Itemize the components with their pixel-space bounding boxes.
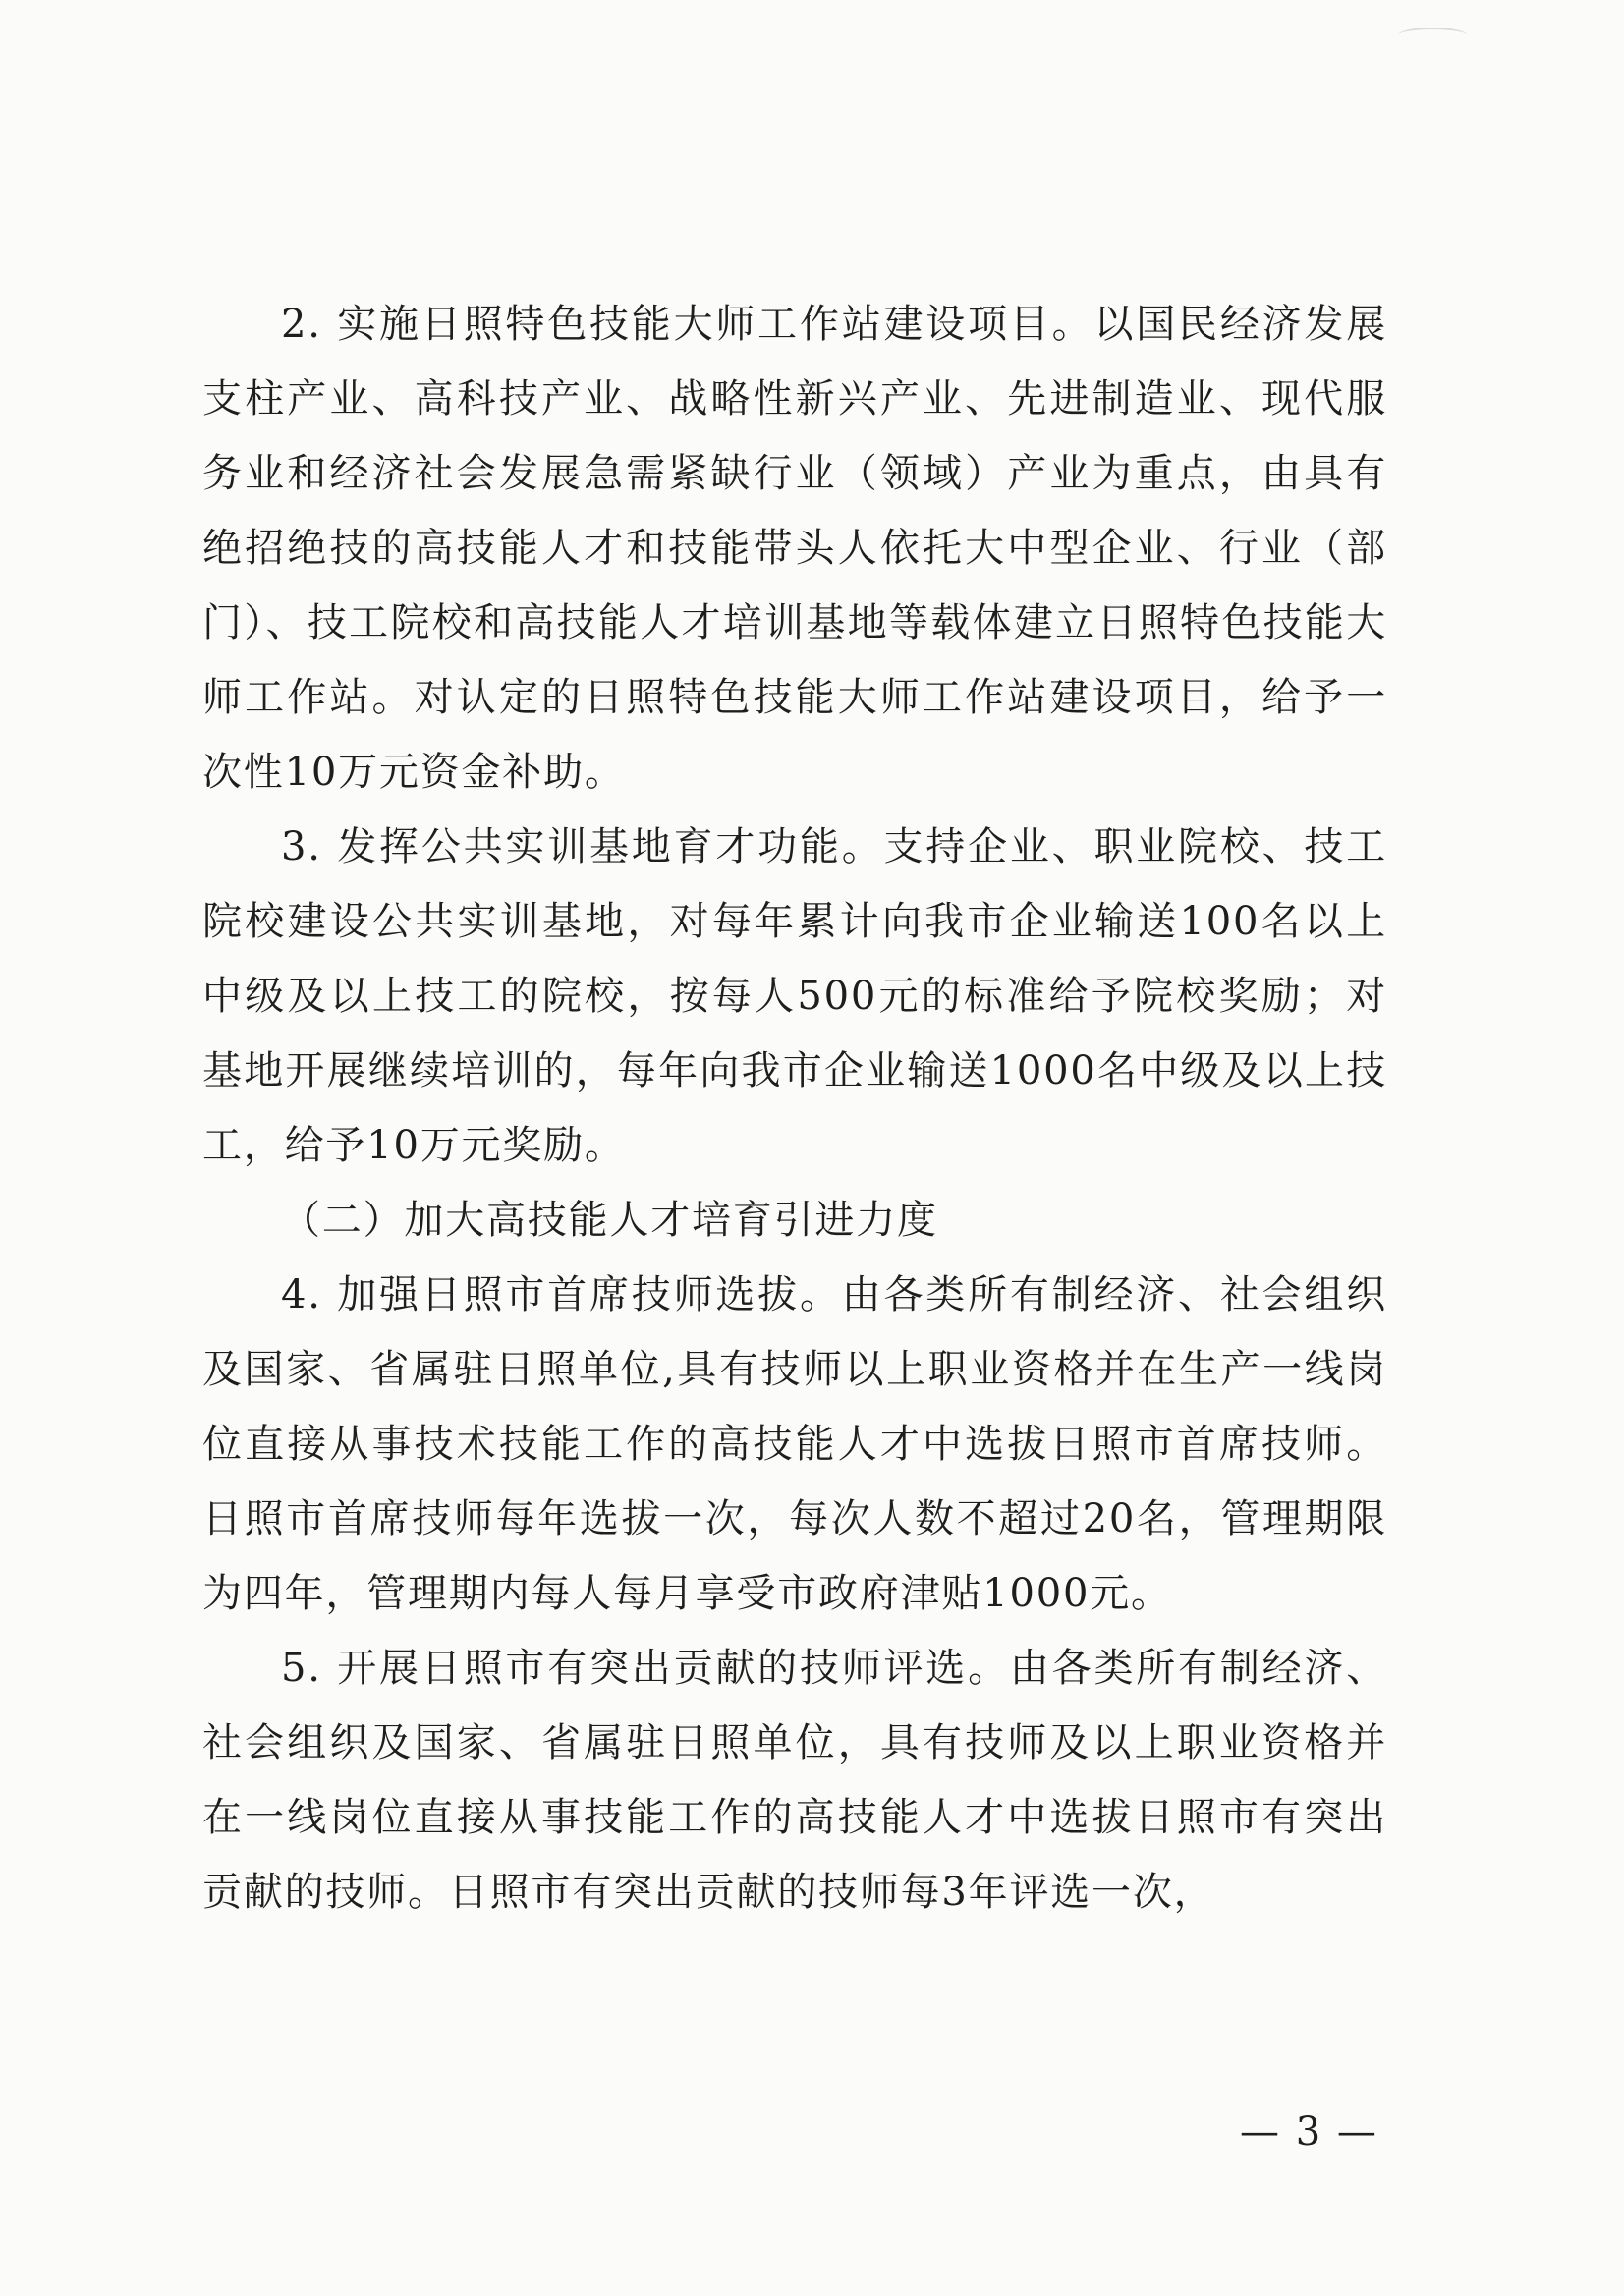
paragraph-item-2: 2. 实施日照特色技能大师工作站建设项目。以国民经济发展支柱产业、高科技产业、战略性新兴产业、先进制造业、现代服务业和经济社会发展急需紧缺行业（领域）产业为重点，由具有绝招绝技的高技能人才和技能带头人依托大中型企业、行业（部门）、技工院校和高技能人才培训基地等载体建立日照特色技能大师工作站。对认定的日照特色技能大师工作站建设项目，给予一次性10万元资金补助。	[202, 302, 1387, 795]
paragraph-item-3: 3. 发挥公共实训基地育才功能。支持企业、职业院校、技工院校建设公共实训基地，对每年累计向我市企业输送100名以上中级及以上技工的院校，按每人500元的标准给予院校奖励；对基地开展继续培训的，每年向我市企业输送1000名中级及以上技工，给予10万元奖励。	[202, 824, 1387, 1168]
paragraph-item-4: 4. 加强日照市首席技师选拔。由各类所有制经济、社会组织及国家、省属驻日照单位,具有技师以上职业资格并在生产一线岗位直接从事技术技能工作的高技能人才中选拔日照市首席技师。日照市首席技师每年选拔一次，每次人数不超过20名，管理期限为四年，管理期内每人每月享受市政府津贴1000元。	[202, 1272, 1387, 1616]
page-number: — 3 —	[1240, 2109, 1378, 2155]
scan-artifact	[1398, 28, 1467, 43]
paragraph-item-5: 5. 开展日照市有突出贡献的技师评选。由各类所有制经济、社会组织及国家、省属驻日照单位，具有技师及以上职业资格并在一线岗位直接从事技能工作的高技能人才中选拔日照市有突出贡献的技师。日照市有突出贡献的技师每3年评选一次，	[202, 1646, 1387, 1915]
document-body	[202, 287, 1387, 1930]
section-heading: （二）加大高技能人才培育引进力度	[281, 1198, 938, 1243]
